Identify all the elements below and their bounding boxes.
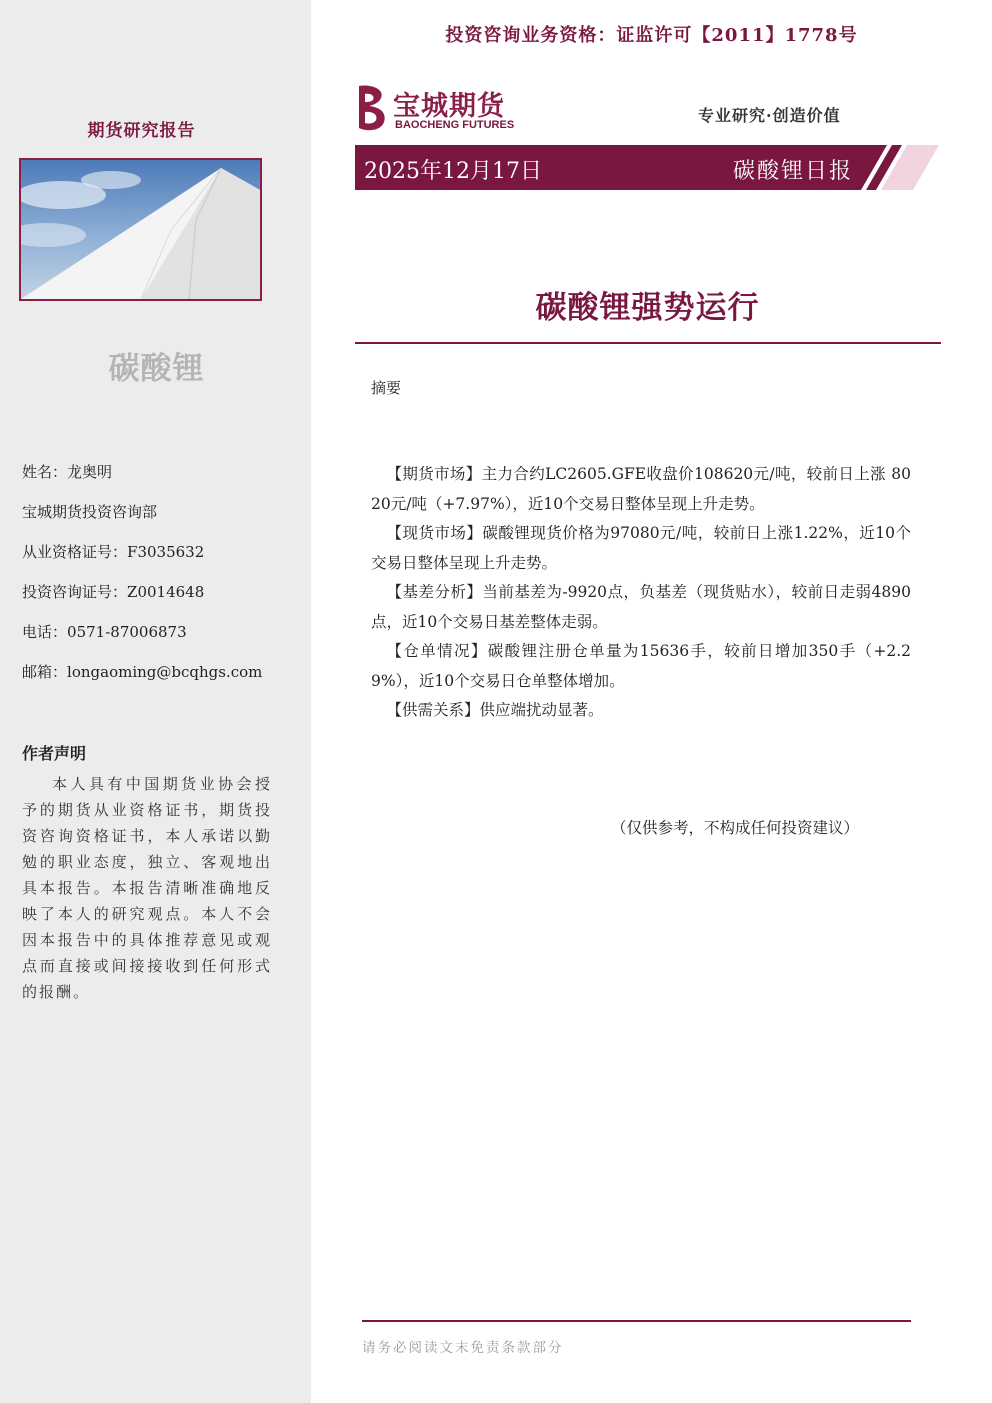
product-name: 碳酸锂 bbox=[108, 351, 205, 387]
analyst-info bbox=[22, 462, 302, 702]
summary-warehouse-receipts: 【仓单情况】碳酸锂注册仓单量为15636手，较前日增加350手（+2.29%），近10个交易日仓单整体增加。 bbox=[371, 642, 911, 690]
salt-pile-illustration bbox=[21, 160, 260, 299]
summary bbox=[371, 460, 911, 726]
slogan: 专业研究·创造价值 bbox=[698, 106, 841, 125]
cover-photo bbox=[19, 158, 262, 301]
summary-spot-market: 【现货市场】碳酸锂现货价格为97080元/吨，较前日上涨1.22%，近10个交易日整体呈现上升走势。 bbox=[371, 524, 911, 572]
logo-mark-icon bbox=[355, 84, 389, 132]
qualification-line: 投资咨询业务资格：证监许可【2011】1778号 bbox=[445, 25, 858, 46]
report-date: 2025年12月17日 bbox=[364, 159, 542, 184]
author-statement bbox=[22, 741, 272, 1005]
footer-note: 请务必阅读文末免责条款部分 bbox=[362, 1340, 564, 1356]
sidebar-title: 期货研究报告 bbox=[87, 121, 196, 141]
statement-body: 本人具有中国期货业协会授予的期货从业资格证书，期货投资咨询资格证书，本人承诺以勤勉的职业态度，独立、客观地出具本报告。本报告清晰准确地反映了本人的研究观点。本人不会因本报告中的具体推荐意见或观点而直接或间接接收到任何形式的报酬。 bbox=[22, 775, 272, 1001]
logo-chinese-name: 宝城期货 bbox=[393, 91, 505, 122]
analyst-email: 邮箱：longaoming@bcqhgs.com bbox=[22, 663, 263, 681]
abstract-label: 摘要 bbox=[371, 379, 402, 397]
analyst-consulting-id: 投资咨询证号：Z0014648 bbox=[22, 583, 205, 601]
logo-english-name: BAOCHENG FUTURES bbox=[395, 119, 515, 131]
statement-heading: 作者声明 bbox=[22, 744, 87, 763]
report-banner bbox=[355, 145, 939, 190]
footer-divider bbox=[362, 1320, 911, 1322]
analyst-qualification-id: 从业资格证号：F3035632 bbox=[22, 543, 205, 561]
analyst-name: 姓名：龙奥明 bbox=[22, 463, 113, 481]
summary-supply-demand: 【供需关系】供应端扰动显著。 bbox=[386, 701, 604, 719]
company-logo bbox=[355, 84, 525, 134]
summary-basis-analysis: 【基差分析】当前基差为-9920点，负基差（现货贴水），较前日走弱4890点，近10个交易日基差整体走弱。 bbox=[371, 583, 911, 631]
summary-futures-market: 【期货市场】主力合约LC2605.GFE收盘价108620元/吨，较前日上涨 8020元/吨（+7.97%），近10个交易日整体呈现上升走势。 bbox=[371, 465, 911, 513]
analyst-phone: 电话：0571-87006873 bbox=[22, 623, 187, 641]
report-title: 碳酸锂强势运行 bbox=[535, 290, 760, 326]
analyst-department: 宝城期货投资咨询部 bbox=[22, 503, 158, 521]
report-type: 碳酸锂日报 bbox=[733, 159, 854, 184]
title-divider bbox=[355, 342, 941, 344]
sidebar bbox=[0, 0, 311, 1403]
disclaimer: （仅供参考，不构成任何投资建议） bbox=[611, 819, 860, 837]
